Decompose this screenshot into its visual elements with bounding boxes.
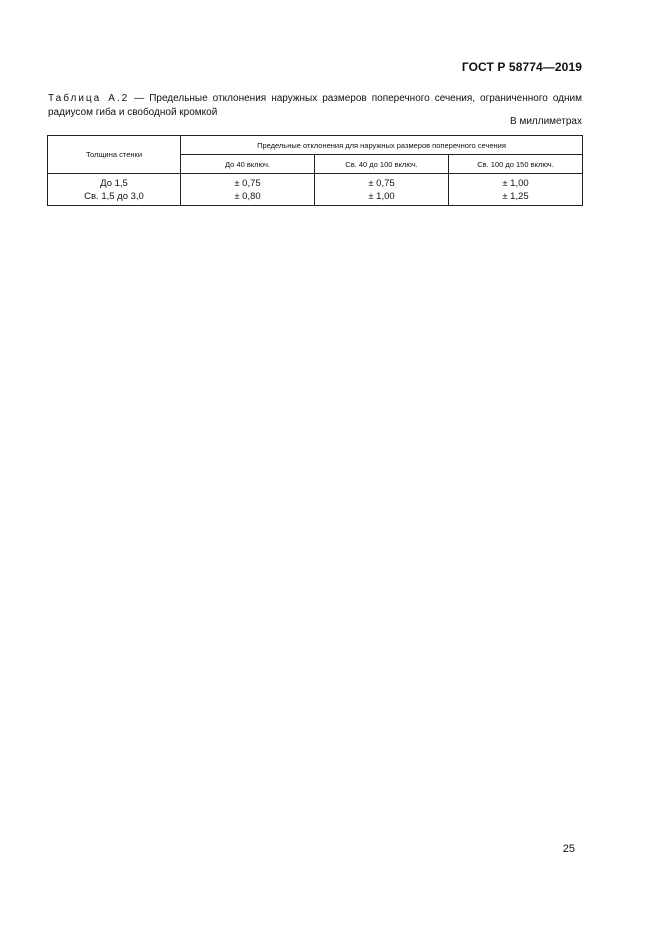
value-cell: ± 1,00 bbox=[449, 174, 583, 191]
value-cell: ± 0,80 bbox=[181, 190, 315, 206]
table-caption-text: — Предельные отклонения наружных размеров поперечного сечения, ограниченного одним радиусом гиба и свободной кромкой bbox=[48, 93, 582, 118]
table-header-row bbox=[48, 136, 583, 155]
page-number: 25 bbox=[562, 843, 575, 855]
value-cell: ± 0,75 bbox=[181, 174, 315, 191]
thickness-cell: До 1,5 bbox=[48, 174, 181, 191]
value-cell: ± 0,75 bbox=[315, 174, 449, 191]
units-note: В миллиметрах bbox=[510, 116, 582, 127]
table-row bbox=[48, 174, 583, 191]
standard-designation: ГОСТ Р 58774—2019 bbox=[461, 60, 582, 74]
value-cell: ± 1,25 bbox=[449, 190, 583, 206]
table-row bbox=[48, 190, 583, 206]
row-header-cell: Толщина стенки bbox=[48, 136, 181, 174]
column-header: До 40 включ. bbox=[181, 155, 315, 174]
group-header-cell: Предельные отклонения для наружных размеров поперечного сечения bbox=[181, 136, 583, 155]
deviation-table bbox=[47, 135, 583, 206]
column-header: Св. 100 до 150 включ. bbox=[449, 155, 583, 174]
table-caption bbox=[48, 92, 582, 119]
column-header: Св. 40 до 100 включ. bbox=[315, 155, 449, 174]
table-caption-label: Таблица А.2 bbox=[48, 93, 130, 104]
thickness-cell: Св. 1,5 до 3,0 bbox=[48, 190, 181, 206]
value-cell: ± 1,00 bbox=[315, 190, 449, 206]
